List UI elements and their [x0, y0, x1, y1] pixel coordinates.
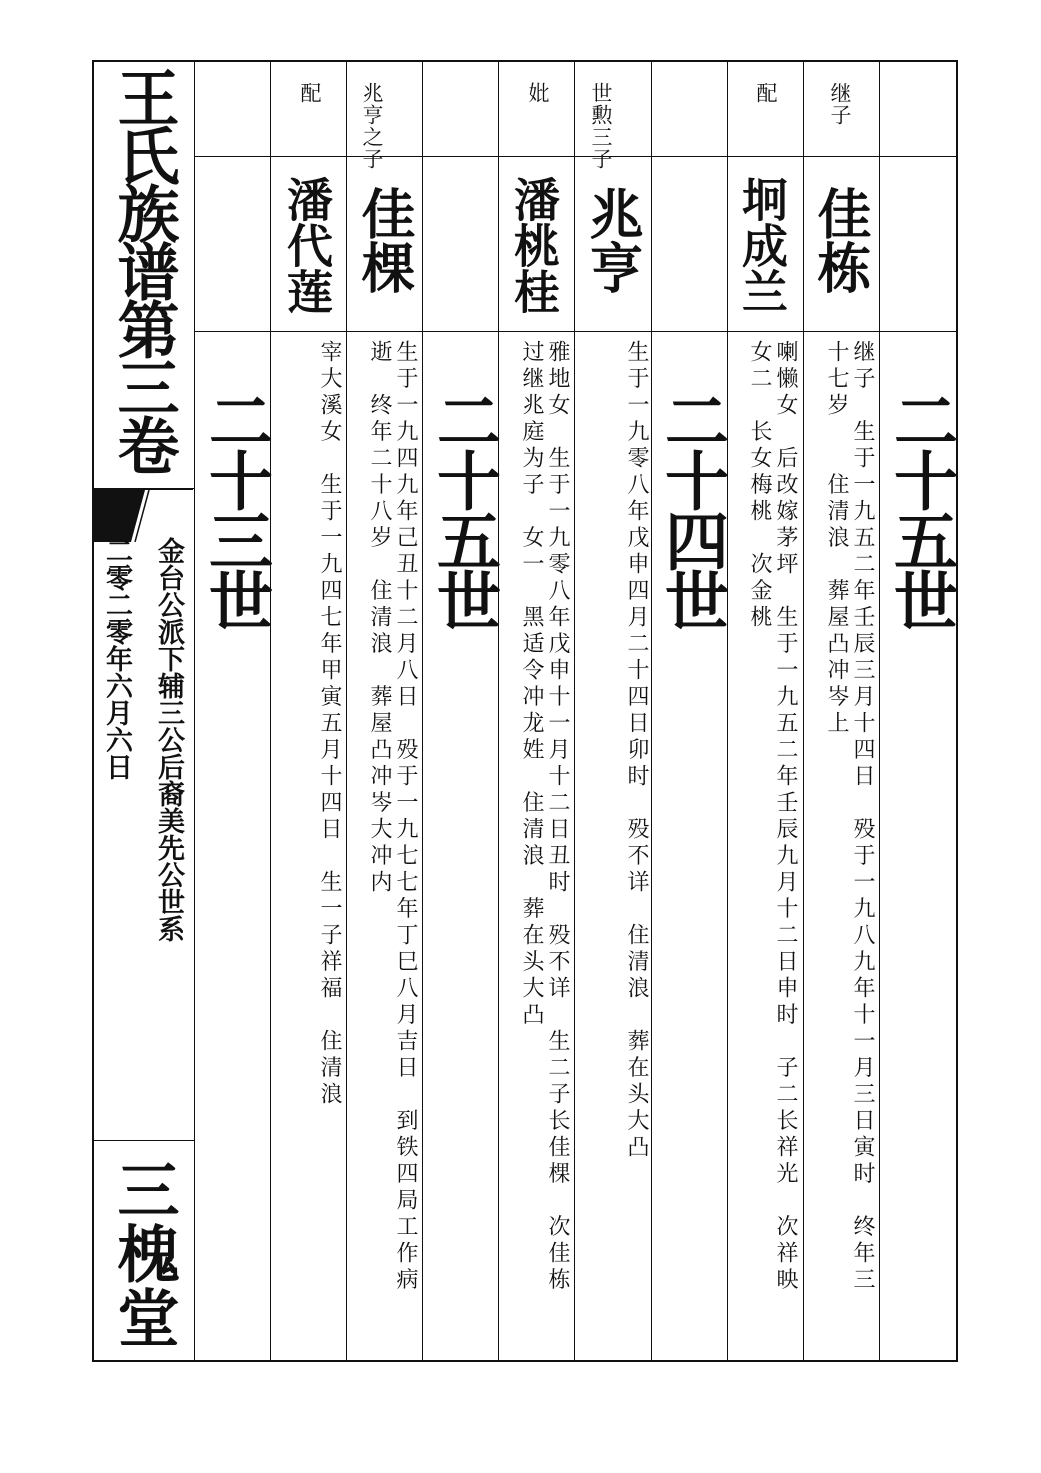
generation-label: 二十三世 [198, 388, 273, 628]
biography-text: 生于一九四九年己丑十二月八日 殁于一九七七年丁巳八月吉日 到铁四局工作病 逝 终年二十八岁 住清浪 葬屋凸冲岑大冲内 [367, 340, 418, 1294]
person-name: 佳棵 [353, 186, 417, 294]
generation-label: 二十五世 [883, 388, 958, 628]
column-divider [422, 60, 423, 1362]
relation-label: 继子 [828, 82, 852, 126]
generation-label: 二十四世 [654, 388, 729, 628]
column-divider [879, 60, 880, 1362]
column-divider [346, 60, 347, 1362]
generation-label: 二十五世 [426, 388, 501, 628]
column-divider [727, 60, 728, 1362]
person-name: 佳栋 [809, 186, 873, 294]
column-divider [651, 60, 652, 1362]
hall-name: 三槐堂 [107, 1158, 180, 1350]
person-name: 潘代莲 [280, 176, 334, 314]
biography-text: 喇懒女 后改嫁茅坪 生于一九五二年壬辰九月十二日申时 子二长祥光 次祥映 女二 长女梅桃 次金桃 [747, 340, 798, 1294]
column-divider [574, 60, 575, 1362]
person-name: 兆亨 [581, 186, 645, 294]
relation-label: 配 [754, 82, 778, 104]
book-date: 二零二零年六月六日 [101, 537, 132, 780]
relation-label: 妣 [526, 82, 550, 104]
biography-text: 雅地女 生于一九零八年戊申十一月十二日丑时 殁不详 生二子长佳棵 次佳栋 过继兆庭为子 女一 黑适令冲龙姓 住清浪 葬在头大凸 [519, 340, 570, 1294]
hall-divider [93, 1140, 194, 1141]
biography-text: 继子 生于一九五二年壬辰三月十四日 殁于一九八九年十一月三日寅时 终年三 十七岁 住清浪 葬屋凸冲岑上 [824, 340, 875, 1294]
relation-label: 世勲三子 [589, 82, 613, 170]
book-title: 王氏族谱第三卷 [107, 66, 180, 472]
book-subtitle: 金台公派下辅三公后裔美先公世系 [153, 537, 184, 942]
person-name: 潘桃桂 [507, 176, 561, 314]
column-divider [498, 60, 499, 1362]
banner-chevron [93, 488, 193, 542]
person-name: 坰成兰 [735, 176, 789, 314]
biography-text: 生于一九零八年戊申四月二十四日卯时 殁不详 住清浪 葬在头大凸 [624, 340, 649, 1162]
relation-label: 兆亨之子 [360, 82, 384, 170]
biography-text: 宰大溪女 生于一九四七年甲寅五月十四日 生一子祥福 住清浪 [317, 340, 342, 1109]
column-divider [803, 60, 804, 1362]
row-divider-head [194, 156, 958, 157]
row-divider-name [194, 331, 958, 332]
column-divider [194, 60, 195, 1362]
column-divider [270, 60, 271, 1362]
relation-label: 配 [298, 82, 322, 104]
